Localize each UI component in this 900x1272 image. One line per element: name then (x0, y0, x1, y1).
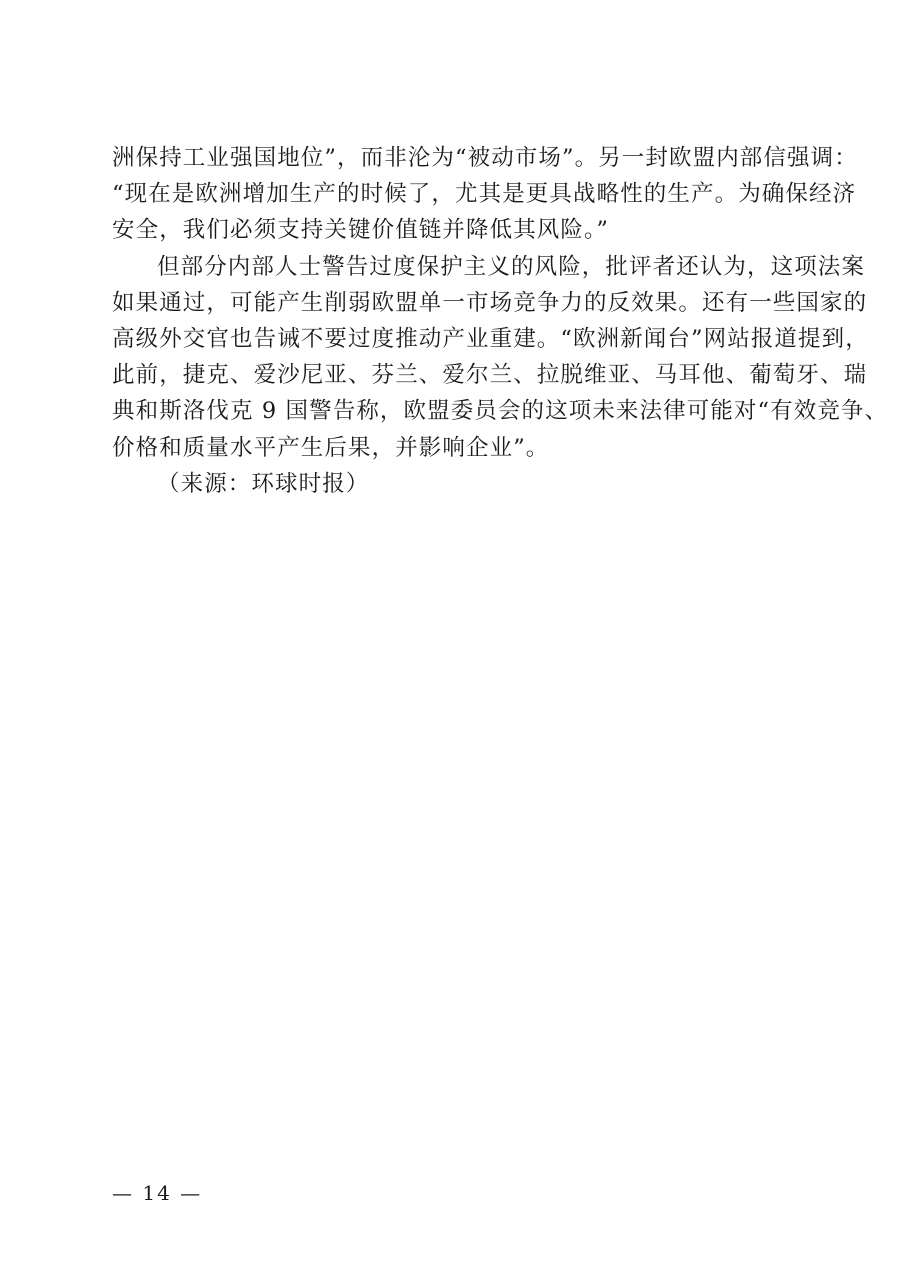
paragraph-2-line-4: 此前，捷克、爱沙尼亚、芬兰、爱尔兰、拉脱维亚、马耳他、葡萄牙、瑞 (112, 362, 868, 389)
paragraph-1-line-1: 洲保持工业强国地位”，而非沦为“被动市场”。另一封欧盟内部信强调： (112, 145, 858, 171)
article-body (112, 140, 889, 502)
page-number: — 14 — (112, 1181, 203, 1205)
paragraph-2-line-1: 但部分内部人士警告过度保护主义的风险，批评者还认为，这项法案 (157, 253, 866, 280)
paragraph-2-line-6: 价格和质量水平产生后果，并影响企业”。 (112, 434, 550, 461)
paragraph-1-line-3: 安全，我们必须支持关键价值链并降低其风险。” (112, 217, 609, 244)
paragraph-1-line-2: “现在是欧洲增加生产的时候了，尤其是更具战略性的生产。为确保经济 (112, 181, 857, 208)
paragraph-2-line-5: 典和斯洛伐克 9 国警告称，欧盟委员会的这项未来法律可能对“有效竞争、 (112, 398, 889, 425)
paragraph-2-line-3: 高级外交官也告诫不要过度推动产业重建。“欧洲新闻台”网站报道提到， (112, 325, 869, 352)
source-note: （来源：环球时报） (157, 470, 370, 497)
paragraph-2-line-2: 如果通过，可能产生削弱欧盟单一市场竞争力的反效果。还有一些国家的 (112, 289, 868, 316)
